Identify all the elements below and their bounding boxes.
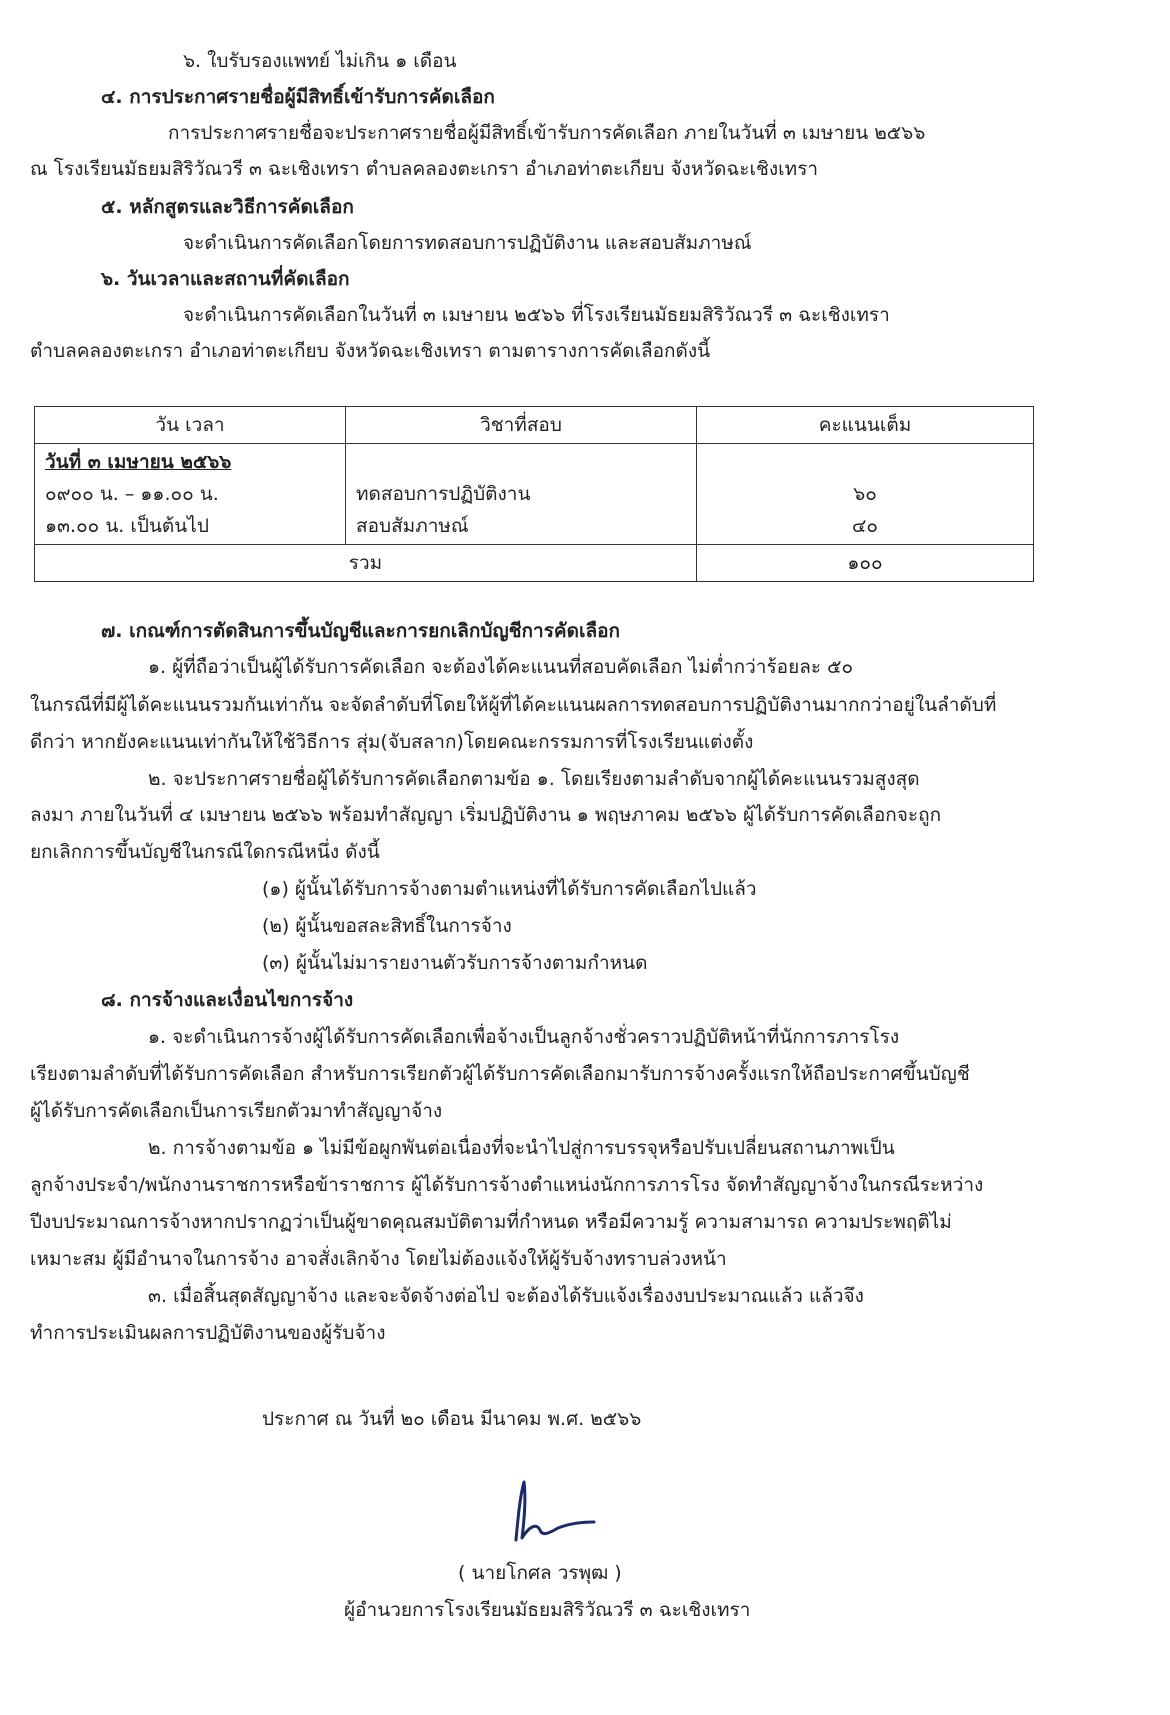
total-score: ๑๐๐ xyxy=(697,545,1034,582)
section-5-heading: ๕. หลักสูตรและวิธีการคัดเลือก xyxy=(101,196,354,218)
total-label: รวม xyxy=(35,545,697,582)
schedule-table xyxy=(34,406,1034,582)
date-cell xyxy=(35,444,346,545)
score-1: ๖๐ xyxy=(853,483,877,505)
section-8-text-2: เรียงตามลำดับที่ได้รับการคัดเลือก สำหรับการเรียกตัวผู้ได้รับการคัดเลือกมารับการจ้างครั้งแรกให้ถือประกาศขึ้นบัญชี xyxy=(30,1063,970,1085)
section-8-text-5: ลูกจ้างประจำ/พนักงานราชการหรือข้าราชการ ผู้ได้รับการจ้างตำแหน่งนักการภารโรง จัดทำสัญญาจ้างในกรณีระหว่าง xyxy=(30,1174,984,1196)
section-7-text-1: ๑. ผู้ที่ถือว่าเป็นผู้ได้รับการคัดเลือก จะต้องได้คะแนนที่สอบคัดเลือก ไม่ต่ำกว่าร้อยละ ๕๐ xyxy=(148,656,854,678)
header-subject: วิชาที่สอบ xyxy=(346,407,697,444)
signature xyxy=(498,1478,598,1558)
subject-cell xyxy=(346,444,697,545)
section-4-text-1: การประกาศรายชื่อจะประกาศรายชื่อผู้มีสิทธิ์เข้ารับการคัดเลือก ภายในวันที่ ๓ เมษายน ๒๕๖๖ xyxy=(168,122,926,144)
subject-1: ทดสอบการปฏิบัติงาน xyxy=(356,483,531,505)
subject-2: สอบสัมภาษณ์ xyxy=(356,515,469,537)
section-7-heading: ๗. เกณฑ์การตัดสินการขึ้นบัญชีและการยกเลิกบัญชีการคัดเลือก xyxy=(101,620,621,642)
cancel-condition-1: (๑) ผู้นั้นได้รับการจ้างตามตำแหน่งที่ได้รับการคัดเลือกไปแล้ว xyxy=(262,878,757,900)
header-date-time: วัน เวลา xyxy=(35,407,346,444)
section-8-text-3: ผู้ได้รับการคัดเลือกเป็นการเรียกตัวมาทำสัญญาจ้าง xyxy=(30,1100,443,1122)
section-7-text-3: ดีกว่า หากยังคะแนนเท่ากันให้ใช้วิธีการ สุ่ม(จับสลาก)โดยคณะกรรมการที่โรงเรียนแต่งตั้ง xyxy=(30,731,754,753)
section-8-text-8: ๓. เมื่อสิ้นสุดสัญญาจ้าง และจะจัดจ้างต่อไป จะต้องได้รับแจ้งเรื่องงบประมาณแล้ว แล้วจึง xyxy=(148,1285,864,1307)
exam-date: วันที่ ๓ เมษายน ๒๕๖๖ xyxy=(45,451,232,473)
score-2: ๔๐ xyxy=(852,515,878,537)
section-4-heading: ๔. การประกาศรายชื่อผู้มีสิทธิ์เข้ารับการคัดเลือก xyxy=(101,86,495,108)
section-8-text-6: ปีงบประมาณการจ้างหากปรากฏว่าเป็นผู้ขาดคุณสมบัติตามที่กำหนด หรือมีความรู้ ความสามารถ ความประพฤติไม่ xyxy=(30,1211,952,1233)
section-8-text-1: ๑. จะดำเนินการจ้างผู้ได้รับการคัดเลือกเพื่อจ้างเป็นลูกจ้างชั่วคราวปฏิบัติหน้าที่นักการภารโรง xyxy=(148,1026,900,1048)
item-medical-certificate: ๖. ใบรับรองแพทย์ ไม่เกิน ๑ เดือน xyxy=(183,50,457,72)
announcement-date: ประกาศ ณ วันที่ ๒๐ เดือน มีนาคม พ.ศ. ๒๕๖๖ xyxy=(262,1408,642,1430)
section-7-text-6: ยกเลิกการขึ้นบัญชีในกรณีใดกรณีหนึ่ง ดังนี้ xyxy=(30,841,380,863)
section-8-text-9: ทำการประเมินผลการปฏิบัติงานของผู้รับจ้าง xyxy=(30,1322,386,1344)
section-7-text-2: ในกรณีที่มีผู้ได้คะแนนรวมกันเท่ากัน จะจัดลำดับที่โดยให้ผู้ที่ได้คะแนนผลการทดสอบการปฏิบัติงานมากกว่าอยู่ในลำดับที่ xyxy=(30,694,997,716)
table-row xyxy=(35,444,1034,545)
score-cell xyxy=(697,444,1034,545)
section-6-text-2: ตำบลคลองตะเกรา อำเภอท่าตะเกียบ จังหวัดฉะเชิงเทรา ตามตารางการคัดเลือกดังนี้ xyxy=(30,340,711,362)
table-header-row xyxy=(35,407,1034,444)
cancel-condition-3: (๓) ผู้นั้นไม่มารายงานตัวรับการจ้างตามกำหนด xyxy=(262,952,648,974)
section-7-text-4: ๒. จะประกาศรายชื่อผู้ได้รับการคัดเลือกตามข้อ ๑. โดยเรียงตามลำดับจากผู้ได้คะแนนรวมสูงสุด xyxy=(148,768,920,790)
section-8-text-7: เหมาะสม ผู้มีอำนาจในการจ้าง อาจสั่งเลิกจ้าง โดยไม่ต้องแจ้งให้ผู้รับจ้างทราบล่วงหน้า xyxy=(30,1248,727,1270)
table-total-row xyxy=(35,545,1034,582)
section-4-text-2: ณ โรงเรียนมัธยมสิริวัณวรี ๓ ฉะเชิงเทรา ตำบลคลองตะเกรา อำเภอท่าตะเกียบ จังหวัดฉะเชิงเทรา xyxy=(30,158,819,180)
section-8-text-4: ๒. การจ้างตามข้อ ๑ ไม่มีข้อผูกพันต่อเนื่องที่จะนำไปสู่การบรรจุหรือปรับเปลี่ยนสถานภาพเป็น xyxy=(148,1137,895,1159)
cancel-condition-2: (๒) ผู้นั้นขอสละสิทธิ์ในการจ้าง xyxy=(262,915,512,937)
section-6-heading: ๖. วันเวลาและสถานที่คัดเลือก xyxy=(101,268,350,290)
signer-name: ( นายโกศล วรพุฒ ) xyxy=(458,1562,622,1584)
time-slot-2: ๑๓.๐๐ น. เป็นต้นไป xyxy=(45,515,209,537)
section-7-text-5: ลงมา ภายในวันที่ ๔ เมษายน ๒๕๖๖ พร้อมทำสัญญา เริ่มปฏิบัติงาน ๑ พฤษภาคม ๒๕๖๖ ผู้ได้รับการคัดเลือกจะถูก xyxy=(30,804,942,826)
section-6-text-1: จะดำเนินการคัดเลือกในวันที่ ๓ เมษายน ๒๕๖๖ ที่โรงเรียนมัธยมสิริวัณวรี ๓ ฉะเชิงเทรา xyxy=(183,304,890,326)
section-8-heading: ๘. การจ้างและเงื่อนไขการจ้าง xyxy=(101,989,354,1011)
header-full-score: คะแนนเต็ม xyxy=(697,407,1034,444)
section-5-text: จะดำเนินการคัดเลือกโดยการทดสอบการปฏิบัติงาน และสอบสัมภาษณ์ xyxy=(183,232,752,254)
time-slot-1: ๐๙๐๐ น. – ๑๑.๐๐ น. xyxy=(45,483,219,505)
signer-title: ผู้อำนวยการโรงเรียนมัธยมสิริวัณวรี ๓ ฉะเชิงเทรา xyxy=(344,1599,751,1621)
